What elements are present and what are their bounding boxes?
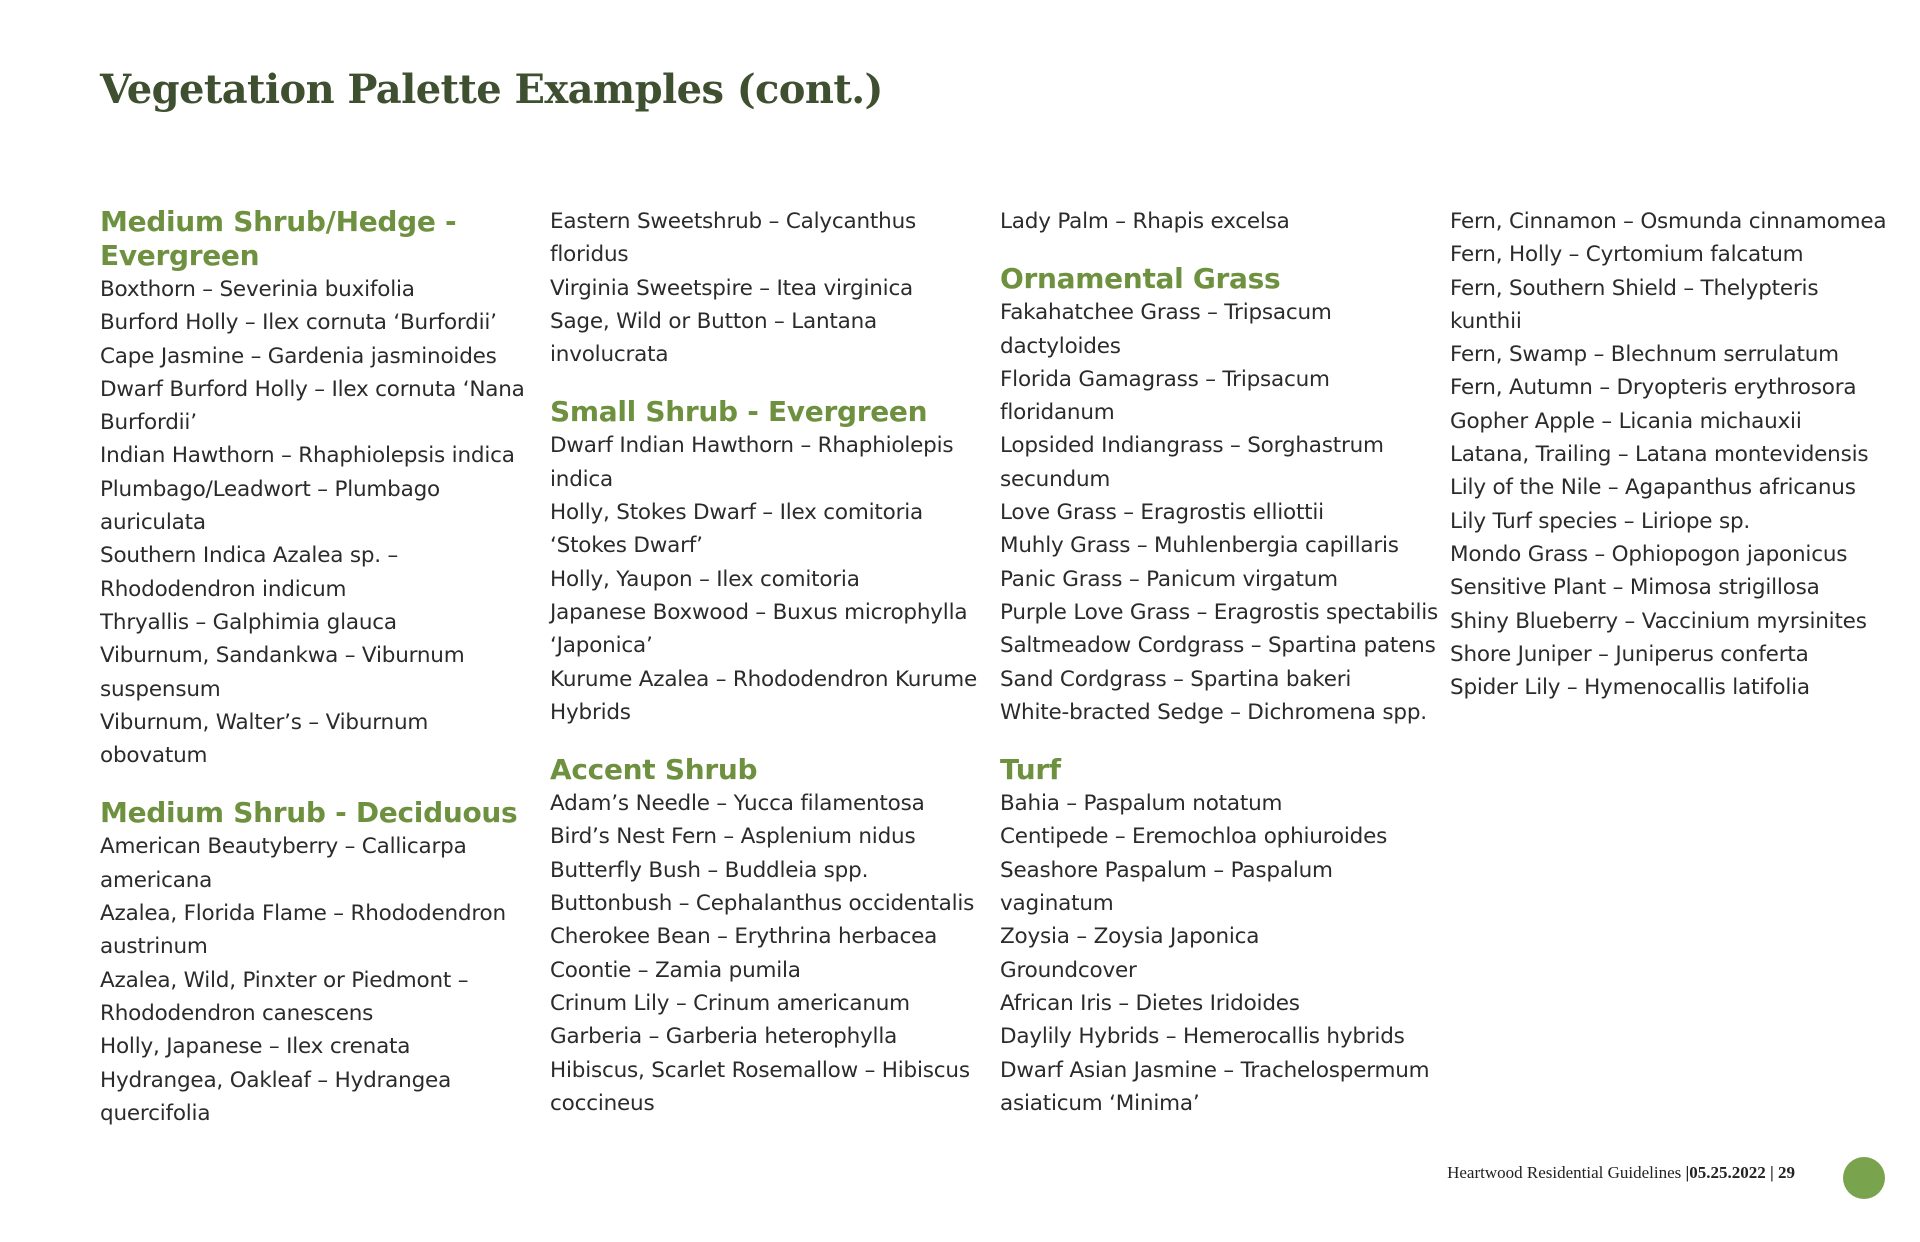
plant-list-item xyxy=(550,1020,990,1053)
page-number-marker xyxy=(1843,1157,1885,1199)
plant-list-item xyxy=(1450,371,1890,404)
plant-list-item xyxy=(1000,363,1440,430)
plant-list-item xyxy=(1000,429,1440,496)
text-line: asiaticum ‘Minima’ xyxy=(1000,1090,1200,1116)
text-line: Fern, Autumn – Dryopteris erythrosora xyxy=(1450,375,1857,401)
plant-list-item xyxy=(100,639,540,706)
plant-list xyxy=(1000,205,1440,238)
text-line: Sage, Wild or Button – Lantana xyxy=(550,308,878,334)
footer-date-page: |05.25.2022 | 29 xyxy=(1685,1163,1795,1182)
section-continued xyxy=(550,205,990,371)
section-heading xyxy=(1000,262,1440,296)
plant-list-item xyxy=(550,429,990,496)
plant-list-item xyxy=(100,340,540,373)
text-line: Garberia – Garberia heterophylla xyxy=(550,1024,898,1050)
text-line: Burford Holly – Ilex cornuta ‘Burfordii’ xyxy=(100,310,497,336)
plant-list-item xyxy=(1000,496,1440,529)
text-line: floridanum xyxy=(1000,400,1115,426)
text-line: Dwarf Burford Holly – Ilex cornuta ‘Nana xyxy=(100,376,525,402)
text-line: Evergreen xyxy=(100,239,260,272)
plant-list-item xyxy=(1000,629,1440,662)
plant-list-item xyxy=(1450,205,1890,238)
text-line: Kurume Azalea – Rhododendron Kurume xyxy=(550,666,978,692)
text-line: Zoysia – Zoysia Japonica xyxy=(1000,924,1260,950)
column-1 xyxy=(100,205,540,1130)
plant-list-item xyxy=(100,473,540,540)
plant-list-item xyxy=(1450,571,1890,604)
text-line: kunthii xyxy=(1450,308,1522,334)
plant-list xyxy=(1000,296,1440,729)
text-line: Cherokee Bean – Erythrina herbacea xyxy=(550,924,938,950)
column-4 xyxy=(1450,205,1890,704)
text-line: Muhly Grass – Muhlenbergia capillaris xyxy=(1000,533,1399,559)
text-line: ‘Japonica’ xyxy=(550,633,653,659)
plant-list-item xyxy=(550,596,990,663)
plant-list-item xyxy=(1000,205,1440,238)
text-line: Saltmeadow Cordgrass – Spartina patens xyxy=(1000,633,1436,659)
text-line: Fern, Swamp – Blechnum serrulatum xyxy=(1450,342,1839,368)
text-line: American Beautyberry – Callicarpa xyxy=(100,834,467,860)
text-line: Fern, Cinnamon – Osmunda cinnamomea xyxy=(1450,209,1887,234)
plant-list-item xyxy=(100,273,540,306)
plant-list-item xyxy=(1450,471,1890,504)
plant-list-item xyxy=(1000,1020,1440,1053)
text-line: Florida Gamagrass – Tripsacum xyxy=(1000,366,1330,392)
plant-list-item xyxy=(100,706,540,773)
section-continued xyxy=(1450,205,1890,704)
text-line: Lopsided Indiangrass – Sorghastrum xyxy=(1000,433,1384,459)
text-line: Fern, Holly – Cyrtomium falcatum xyxy=(1450,242,1804,268)
plant-list-item xyxy=(1450,338,1890,371)
text-line: dactyloides xyxy=(1000,333,1121,359)
plant-list-item xyxy=(550,820,990,853)
text-line: Lady Palm – Rhapis excelsa xyxy=(1000,209,1290,234)
plant-list-item xyxy=(550,1054,990,1121)
text-line: Lily Turf species – Liriope sp. xyxy=(1450,508,1751,534)
text-line: Purple Love Grass – Eragrostis spectabilis xyxy=(1000,599,1439,625)
section-heading xyxy=(100,796,540,830)
plant-list-item xyxy=(1000,787,1440,820)
plant-list-item xyxy=(550,305,990,372)
text-line: Turf xyxy=(1000,753,1061,787)
text-line: Gopher Apple – Licania michauxii xyxy=(1450,408,1802,434)
text-line: floridus xyxy=(550,242,629,268)
text-line: quercifolia xyxy=(100,1100,211,1126)
plant-list-item xyxy=(100,539,540,606)
plant-list-item xyxy=(1450,438,1890,471)
section-ornamental-grass xyxy=(1000,262,1440,729)
section-turf xyxy=(1000,753,1440,1120)
text-line: Panic Grass – Panicum virgatum xyxy=(1000,566,1338,592)
plant-list-item xyxy=(1000,987,1440,1020)
text-line: Latana, Trailing – Latana montevidensis xyxy=(1450,442,1869,468)
plant-list-item xyxy=(1000,596,1440,629)
text-line: Fern, Southern Shield – Thelypteris xyxy=(1450,275,1819,301)
text-line: Holly, Stokes Dwarf – Ilex comitoria xyxy=(550,500,923,526)
column-3 xyxy=(1000,205,1440,1120)
text-line: Rhododendron canescens xyxy=(100,1000,374,1026)
text-line: Fakahatchee Grass – Tripsacum xyxy=(1000,300,1332,326)
text-line: Rhododendron indicum xyxy=(100,576,347,602)
plant-list xyxy=(550,429,990,729)
text-line: Japanese Boxwood – Buxus microphylla xyxy=(550,599,968,625)
text-line: auriculata xyxy=(100,510,206,536)
text-line: Accent Shrub xyxy=(550,753,758,787)
text-line: Eastern Sweetshrub – Calycanthus xyxy=(550,209,917,234)
plant-list-item xyxy=(550,563,990,596)
plant-list-item xyxy=(1450,505,1890,538)
footer-document-title: Heartwood Residential Guidelines xyxy=(1447,1163,1686,1182)
text-line: Cape Jasmine – Gardenia jasminoides xyxy=(100,343,497,369)
text-line: indica xyxy=(550,466,614,492)
plant-list-item xyxy=(1000,920,1440,953)
text-line: Groundcover xyxy=(1000,957,1137,983)
plant-list-item xyxy=(550,987,990,1020)
column-2 xyxy=(550,205,990,1120)
text-line: Medium Shrub/Hedge - xyxy=(100,205,457,238)
plant-list-item xyxy=(550,887,990,920)
plant-list-item xyxy=(1000,1054,1440,1121)
plant-list-item xyxy=(1000,663,1440,696)
text-line: americana xyxy=(100,867,213,893)
section-small-shrub-evergreen xyxy=(550,395,990,729)
text-line: Lily of the Nile – Agapanthus africanus xyxy=(1450,475,1856,501)
text-line: Azalea, Wild, Pinxter or Piedmont – xyxy=(100,967,469,993)
text-line: Shiny Blueberry – Vaccinium myrsinites xyxy=(1450,608,1867,634)
text-line: Bird’s Nest Fern – Asplenium nidus xyxy=(550,824,916,850)
text-line: Indian Hawthorn – Rhaphiolepsis indica xyxy=(100,443,515,469)
text-line: Viburnum, Walter’s – Viburnum xyxy=(100,709,429,735)
text-line: Butterfly Bush – Buddleia spp. xyxy=(550,857,869,883)
text-line: vaginatum xyxy=(1000,891,1114,917)
plant-list-item xyxy=(1000,854,1440,921)
plant-list-item xyxy=(550,854,990,887)
text-line: Coontie – Zamia pumila xyxy=(550,957,801,983)
plant-list-item xyxy=(1450,671,1890,704)
text-line: ‘Stokes Dwarf’ xyxy=(550,533,703,559)
plant-list-item xyxy=(100,964,540,1031)
text-line: Virginia Sweetspire – Itea virginica xyxy=(550,275,914,301)
text-line: Centipede – Eremochloa ophiuroides xyxy=(1000,824,1388,850)
plant-list-item xyxy=(1450,638,1890,671)
plant-list-item xyxy=(1000,820,1440,853)
text-line: Dwarf Indian Hawthorn – Rhaphiolepis xyxy=(550,433,954,459)
section-heading xyxy=(100,205,540,273)
text-line: Daylily Hybrids – Hemerocallis hybrids xyxy=(1000,1024,1405,1050)
plant-list-item xyxy=(100,606,540,639)
text-line: Hydrangea, Oakleaf – Hydrangea xyxy=(100,1067,452,1093)
plant-list-item xyxy=(1450,272,1890,339)
text-line: Azalea, Florida Flame – Rhododendron xyxy=(100,901,506,927)
plant-list-item xyxy=(100,373,540,440)
section-heading xyxy=(550,395,990,429)
text-line: Dwarf Asian Jasmine – Trachelospermum xyxy=(1000,1057,1430,1083)
text-line: Adam’s Needle – Yucca filamentosa xyxy=(550,791,925,817)
plant-list xyxy=(100,830,540,1130)
plant-list-item xyxy=(550,205,990,272)
section-heading xyxy=(550,753,990,787)
plant-list-item xyxy=(1000,529,1440,562)
page-title: Vegetation Palette Examples (cont.) xyxy=(100,66,883,113)
text-line: Sand Cordgrass – Spartina bakeri xyxy=(1000,666,1352,692)
plant-list-item xyxy=(550,663,990,730)
text-line: African Iris – Dietes Iridoides xyxy=(1000,990,1300,1016)
text-line: Sensitive Plant – Mimosa strigillosa xyxy=(1450,575,1820,601)
text-line: Medium Shrub - Deciduous xyxy=(100,796,518,830)
text-line: Spider Lily – Hymenocallis latifolia xyxy=(1450,675,1810,701)
plant-list-item xyxy=(550,954,990,987)
plant-list-item xyxy=(1000,296,1440,363)
section-heading xyxy=(1000,753,1440,787)
text-line: Holly, Japanese – Ilex crenata xyxy=(100,1034,411,1060)
plant-list-item xyxy=(1450,405,1890,438)
plant-list-item xyxy=(1000,696,1440,729)
text-line: Ornamental Grass xyxy=(1000,262,1281,296)
plant-list xyxy=(550,205,990,371)
text-line: Small Shrub - Evergreen xyxy=(550,395,928,429)
text-line: Hybrids xyxy=(550,699,631,725)
plant-list-item xyxy=(1450,605,1890,638)
plant-list-item xyxy=(100,830,540,897)
plant-list-item xyxy=(100,1064,540,1131)
plant-list-item xyxy=(550,496,990,563)
section-medium-shrub-deciduous xyxy=(100,796,540,1130)
text-line: Thryallis – Galphimia glauca xyxy=(100,609,397,635)
text-line: secundum xyxy=(1000,466,1111,492)
page-footer xyxy=(1447,1163,1795,1183)
plant-list xyxy=(1000,787,1440,1120)
plant-list-item xyxy=(100,306,540,339)
section-continued xyxy=(1000,205,1440,238)
text-line: Viburnum, Sandankwa – Viburnum xyxy=(100,643,465,669)
plant-list-item xyxy=(100,1030,540,1063)
section-medium-shrub-hedge-evergreen xyxy=(100,205,540,772)
text-line: suspensum xyxy=(100,676,221,702)
text-line: Boxthorn – Severinia buxifolia xyxy=(100,277,415,302)
text-line: involucrata xyxy=(550,342,669,368)
text-line: obovatum xyxy=(100,743,208,769)
section-accent-shrub xyxy=(550,753,990,1120)
text-line: Seashore Paspalum – Paspalum xyxy=(1000,857,1333,883)
plant-list-item xyxy=(1000,563,1440,596)
text-line: Plumbago/Leadwort – Plumbago xyxy=(100,476,440,502)
text-line: Mondo Grass – Ophiopogon japonicus xyxy=(1450,541,1848,567)
text-line: Hibiscus, Scarlet Rosemallow – Hibiscus xyxy=(550,1057,970,1083)
plant-list-item xyxy=(550,920,990,953)
plant-list-item xyxy=(1450,538,1890,571)
text-line: Buttonbush – Cephalanthus occidentalis xyxy=(550,891,975,917)
text-line: austrinum xyxy=(100,934,208,960)
plant-list-item xyxy=(550,787,990,820)
plant-list xyxy=(1450,205,1890,704)
plant-list xyxy=(100,273,540,772)
plant-list-item xyxy=(100,897,540,964)
plant-list xyxy=(550,787,990,1120)
text-line: Burfordii’ xyxy=(100,410,197,436)
text-line: Southern Indica Azalea sp. – xyxy=(100,543,399,569)
text-line: Holly, Yaupon – Ilex comitoria xyxy=(550,566,860,592)
text-line: Crinum Lily – Crinum americanum xyxy=(550,990,910,1016)
plant-list-item xyxy=(1450,238,1890,271)
text-line: coccineus xyxy=(550,1090,655,1116)
text-line: Bahia – Paspalum notatum xyxy=(1000,791,1283,817)
text-line: Shore Juniper – Juniperus conferta xyxy=(1450,641,1809,667)
plant-list-item xyxy=(550,272,990,305)
text-line: Love Grass – Eragrostis elliottii xyxy=(1000,500,1324,526)
plant-list-item xyxy=(1000,954,1440,987)
text-line: White-bracted Sedge – Dichromena spp. xyxy=(1000,699,1427,725)
plant-list-item xyxy=(100,439,540,472)
